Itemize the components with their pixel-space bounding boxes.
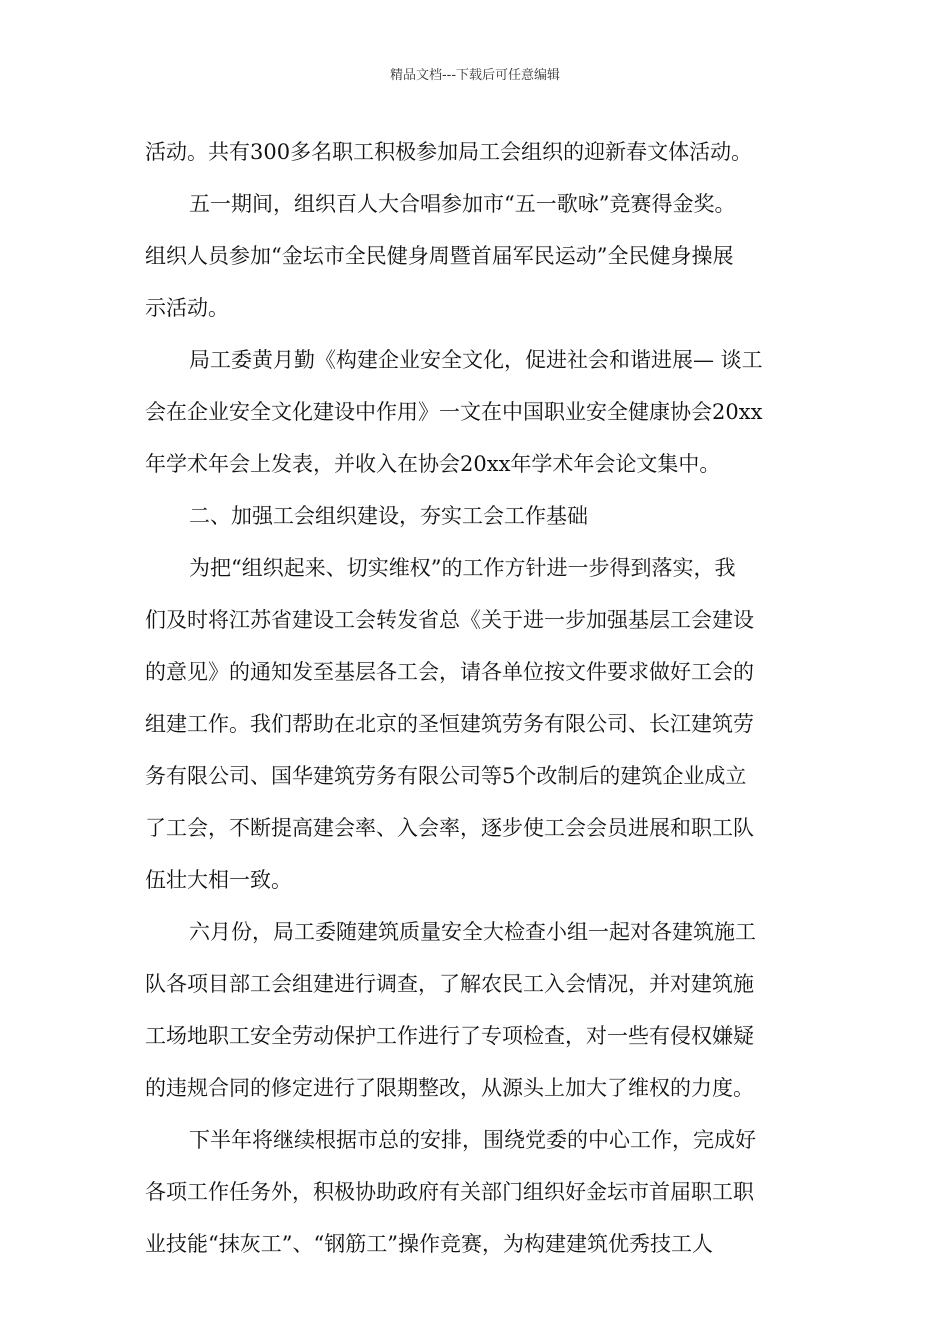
- text-line: 了工会，不断提高建会率、入会率，逐步使工会会员进展和职工队: [145, 816, 754, 840]
- text-line: 组建工作。我们帮助在北京的圣恒建筑劳务有限公司、长江建筑劳: [145, 712, 754, 736]
- text-line: 的意见》的通知发至基层各工会，请各单位按文件要求做好工会的: [145, 660, 754, 684]
- text-line: 组织人员参加“金坛市全民健身周暨首届军民运动”全民健身操展: [145, 244, 734, 268]
- section-heading: 二、加强工会组织建设，夯实工会工作基础: [189, 504, 588, 528]
- text-line: 年学术年会上发表，并收入在协会20xx年学术年会论文集中。: [145, 452, 721, 476]
- text-line: 工场地职工安全劳动保护工作进行了专项检查，对一些有侵权嫌疑: [145, 1024, 754, 1048]
- text-line: 示活动。: [145, 296, 229, 320]
- document-body: [145, 126, 805, 1270]
- text-line: 各项工作任务外，积极协助政府有关部门组织好金坛市首届职工职: [145, 1180, 754, 1204]
- paragraph-start-line: 局工委黄月勤《构建企业安全文化，促进社会和谐进展— 谈工: [189, 348, 763, 372]
- text-line: 活动。共有300多名职工积极参加局工会组织的迎新春文体活动。: [145, 140, 753, 164]
- text-line: 们及时将江苏省建设工会转发省总《关于进一步加强基层工会建设: [145, 608, 754, 632]
- paragraph-start-line: 为把“组织起来、切实维权”的工作方针进一步得到落实，我: [189, 556, 736, 580]
- text-line: 队各项目部工会组建进行调查，了解农民工入会情况，并对建筑施: [145, 972, 754, 996]
- page-header: 精品文档---下载后可任意编辑: [389, 68, 561, 83]
- text-line: 会在企业安全文化建设中作用》一文在中国职业安全健康协会20xx: [145, 400, 763, 424]
- text-line: 伍壮大相一致。: [145, 868, 292, 892]
- text-line: 的违规合同的修定进行了限期整改，从源头上加大了维权的力度。: [145, 1076, 754, 1100]
- paragraph-start-line: 下半年将继续根据市总的安排，围绕党委的中心工作，完成好: [189, 1128, 756, 1152]
- paragraph-start-line: 五一期间，组织百人大合唱参加市“五一歌咏”竞赛得金奖。: [189, 192, 736, 216]
- text-line: 业技能“抹灰工”、“钢筋工”操作竞赛，为构建建筑优秀技工人: [145, 1232, 713, 1256]
- text-line: 务有限公司、国华建筑劳务有限公司等5个改制后的建筑企业成立: [145, 764, 747, 788]
- paragraph-start-line: 六月份，局工委随建筑质量安全大检查小组一起对各建筑施工: [189, 920, 756, 944]
